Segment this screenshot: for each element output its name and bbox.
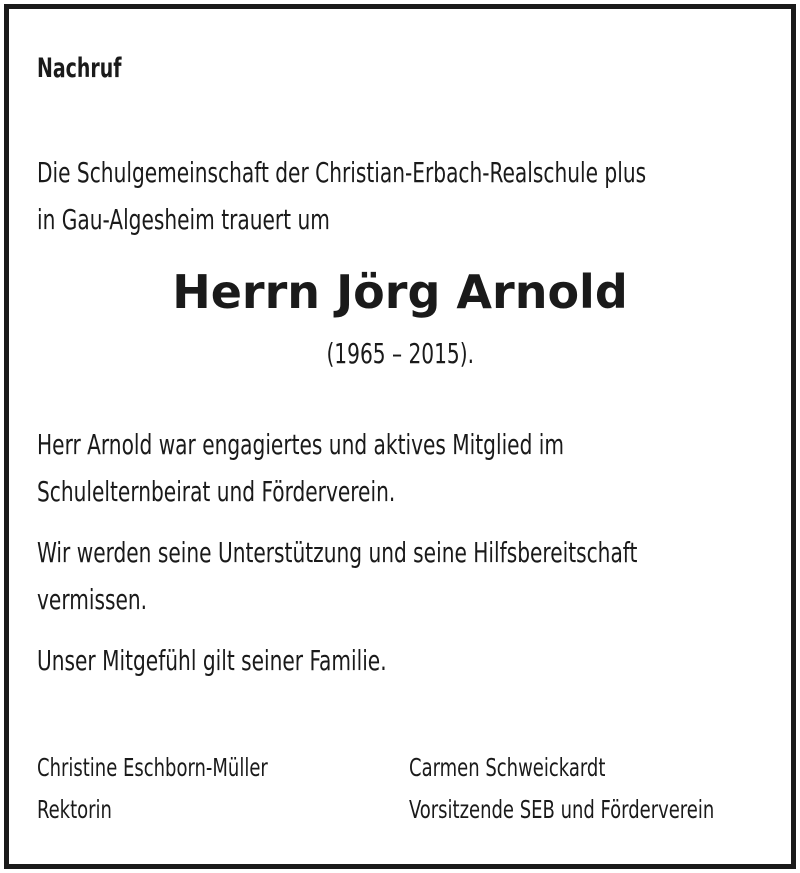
signatory-name: Carmen Schweickardt <box>409 753 606 782</box>
signatory-principal <box>37 747 268 831</box>
signatory-chair <box>409 747 714 831</box>
paragraph-membership <box>37 421 564 515</box>
life-years <box>9 337 791 370</box>
obituary-frame <box>4 4 796 869</box>
signatory-role: Vorsitzende SEB und Förderverein <box>409 795 715 824</box>
signatory-name: Christine Eschborn-Müller <box>37 753 268 782</box>
notice-heading: Nachruf <box>37 53 122 84</box>
paragraph-condolence <box>37 637 387 684</box>
intro-text <box>37 149 646 243</box>
signatory-role: Rektorin <box>37 795 112 824</box>
paragraph-line: vermissen. <box>37 583 148 616</box>
deceased-name: Herrn Jörg Arnold <box>172 265 628 319</box>
paragraph-line: Wir werden seine Unterstützung und seine Hilfsbereitschaft <box>37 536 638 569</box>
intro-line: Die Schulgemeinschaft der Christian-Erbach-Realschule plus <box>37 156 647 189</box>
paragraph-line: Schulelternbeirat und Förderverein. <box>37 475 396 508</box>
life-years-text: (1965 – 2015). <box>326 337 474 370</box>
intro-line: in Gau-Algesheim trauert um <box>37 203 330 236</box>
paragraph-line: Herr Arnold war engagiertes und aktives Mitglied im <box>37 428 565 461</box>
paragraph-line: Unser Mitgefühl gilt seiner Familie. <box>37 644 387 677</box>
paragraph-gratitude <box>37 529 637 623</box>
